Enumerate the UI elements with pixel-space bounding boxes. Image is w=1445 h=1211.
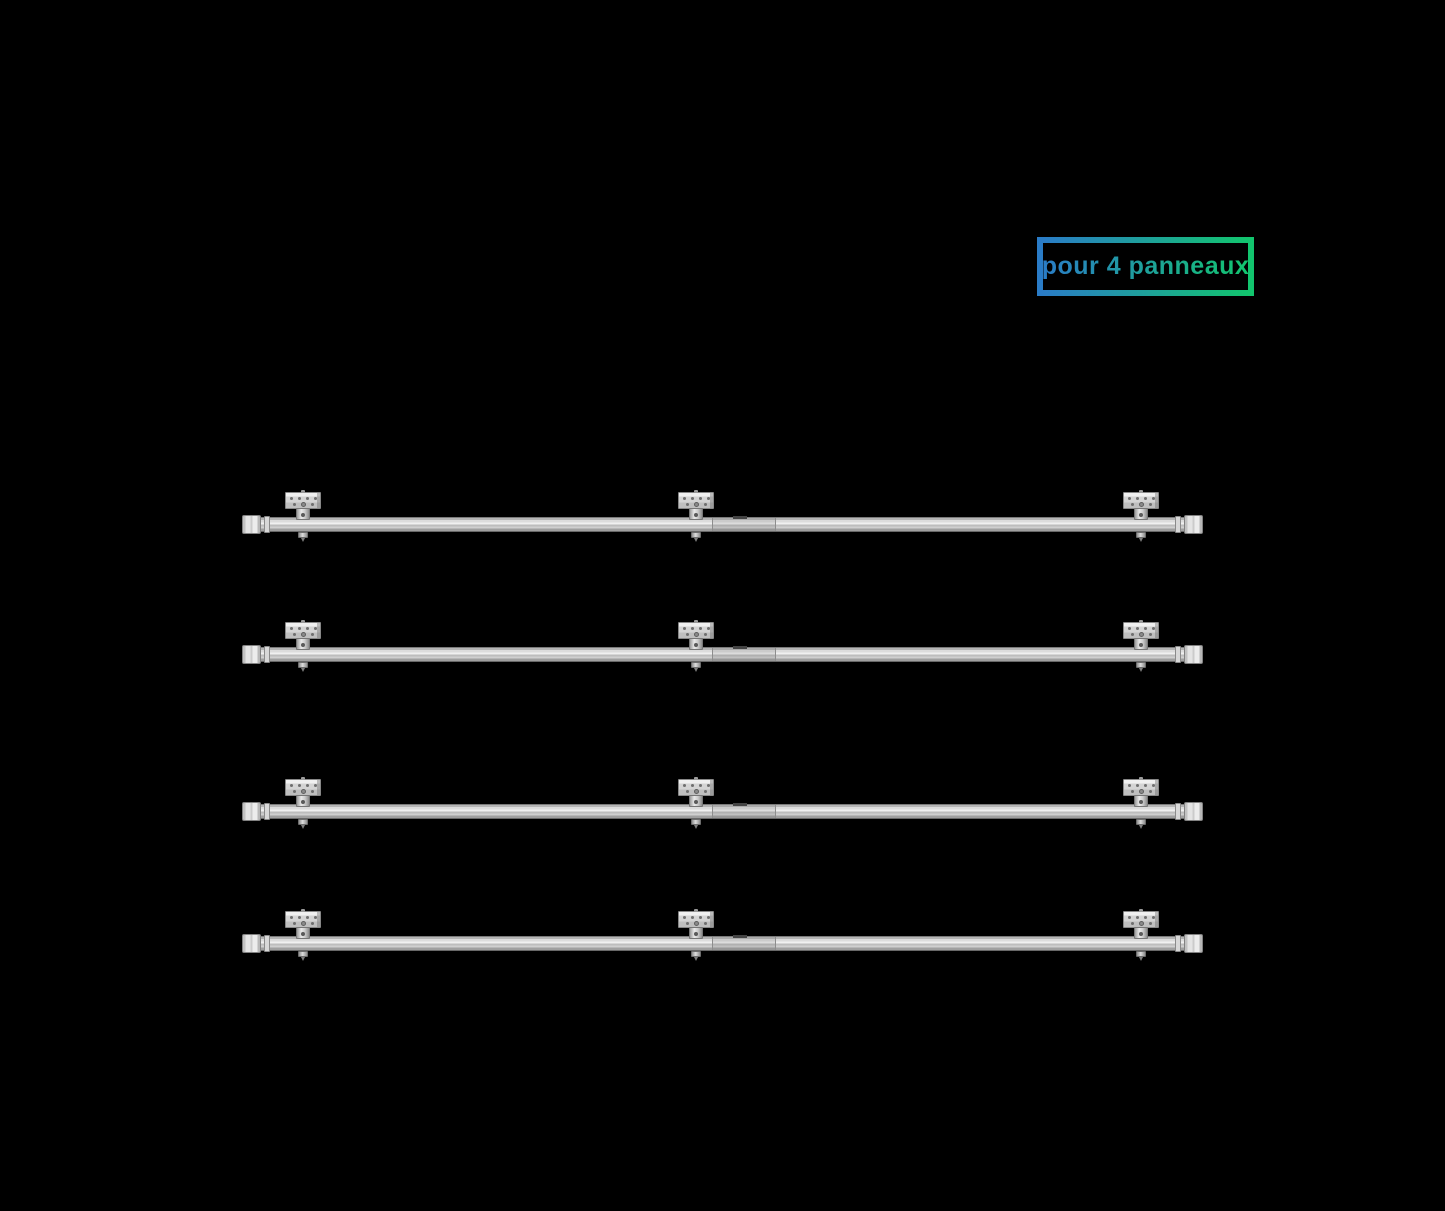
bracket-bolt — [1136, 662, 1146, 668]
bracket-center-screw — [301, 921, 306, 926]
mounting-bracket-middle — [678, 911, 714, 961]
bracket-plate — [285, 779, 321, 796]
bracket-plate — [678, 492, 714, 509]
bracket-hole — [1144, 916, 1147, 919]
bracket-plate — [678, 911, 714, 928]
mounting-bracket-right — [1123, 911, 1159, 961]
bracket-bolt — [691, 951, 701, 957]
bracket-clamp — [296, 927, 310, 939]
bracket-clamp — [689, 795, 703, 807]
bracket-center-screw — [1139, 502, 1144, 507]
rail-connector-ring-right — [1175, 935, 1181, 952]
rail-end-cap-right — [1184, 515, 1203, 534]
rail-connector-ring-right — [1175, 803, 1181, 820]
bracket-hole — [298, 916, 301, 919]
bracket-hole — [298, 627, 301, 630]
bracket-hole — [314, 497, 317, 500]
rail-end-cap-left — [242, 515, 261, 534]
bracket-plate — [1123, 622, 1159, 639]
panel-count-badge-label: pour 4 panneaux — [1041, 252, 1250, 280]
rail-connector-ring-left — [264, 935, 270, 952]
mounting-bracket-left — [285, 911, 321, 961]
bracket-clamp — [689, 638, 703, 650]
mounting-bracket-left — [285, 779, 321, 829]
bracket-hole — [314, 916, 317, 919]
bracket-hole — [290, 627, 293, 630]
bracket-bolt — [691, 819, 701, 825]
bracket-hole — [699, 784, 702, 787]
bracket-hole — [293, 790, 296, 793]
bracket-hole — [691, 627, 694, 630]
bracket-clamp — [296, 795, 310, 807]
rail-splice-connector — [712, 648, 776, 661]
bracket-bolt — [1136, 819, 1146, 825]
bracket-bolt — [1136, 951, 1146, 957]
bracket-hole — [1149, 922, 1152, 925]
bracket-hole — [290, 784, 293, 787]
bracket-hole — [314, 784, 317, 787]
bracket-plate — [678, 622, 714, 639]
bracket-hole — [1144, 627, 1147, 630]
bracket-center-screw — [694, 789, 699, 794]
rail-splice-connector — [712, 518, 776, 531]
bracket-hole — [293, 503, 296, 506]
mounting-bracket-right — [1123, 622, 1159, 672]
bracket-hole — [704, 503, 707, 506]
bracket-bolt — [298, 532, 308, 538]
bracket-center-screw — [301, 632, 306, 637]
bracket-hole — [1152, 916, 1155, 919]
bracket-hole — [1144, 497, 1147, 500]
rail-connector-ring-right — [1175, 646, 1181, 663]
rail-connector-ring-right — [1175, 516, 1181, 533]
bracket-hole — [311, 790, 314, 793]
bracket-hole — [686, 503, 689, 506]
bracket-hole — [1131, 922, 1134, 925]
bracket-hole — [699, 497, 702, 500]
bracket-hole — [306, 497, 309, 500]
bracket-hole — [290, 497, 293, 500]
bracket-bolt — [1136, 532, 1146, 538]
bracket-hole — [683, 916, 686, 919]
bracket-hole — [1136, 916, 1139, 919]
bracket-hole — [311, 633, 314, 636]
bracket-hole — [1131, 633, 1134, 636]
bracket-center-screw — [694, 502, 699, 507]
bracket-center-screw — [1139, 632, 1144, 637]
mounting-bracket-left — [285, 622, 321, 672]
bracket-hole — [704, 922, 707, 925]
bracket-center-screw — [1139, 789, 1144, 794]
bracket-clamp — [689, 508, 703, 520]
bracket-bolt — [298, 662, 308, 668]
bracket-center-screw — [1139, 921, 1144, 926]
mounting-bracket-right — [1123, 492, 1159, 542]
bracket-hole — [691, 784, 694, 787]
rail-end-cap-left — [242, 934, 261, 953]
bracket-center-screw — [694, 921, 699, 926]
bracket-hole — [686, 633, 689, 636]
bracket-hole — [691, 916, 694, 919]
bracket-hole — [1131, 790, 1134, 793]
bracket-plate — [285, 622, 321, 639]
bracket-hole — [1152, 784, 1155, 787]
bracket-clamp — [1134, 508, 1148, 520]
bracket-plate — [285, 492, 321, 509]
bracket-hole — [293, 922, 296, 925]
bracket-hole — [683, 784, 686, 787]
bracket-hole — [306, 627, 309, 630]
bracket-hole — [306, 784, 309, 787]
bracket-hole — [704, 633, 707, 636]
bracket-hole — [1136, 497, 1139, 500]
rail-assembly — [242, 622, 1203, 672]
rail-splice-connector — [712, 805, 776, 818]
bracket-hole — [1128, 497, 1131, 500]
bracket-hole — [293, 633, 296, 636]
mounting-bracket-middle — [678, 779, 714, 829]
bracket-plate — [1123, 779, 1159, 796]
bracket-center-screw — [694, 632, 699, 637]
mounting-bracket-middle — [678, 622, 714, 672]
mounting-bracket-right — [1123, 779, 1159, 829]
rail-connector-ring-left — [264, 516, 270, 533]
bracket-clamp — [296, 638, 310, 650]
rail-assembly — [242, 492, 1203, 542]
bracket-hole — [1128, 627, 1131, 630]
bracket-hole — [707, 627, 710, 630]
bracket-bolt — [298, 819, 308, 825]
bracket-hole — [1152, 497, 1155, 500]
bracket-plate — [1123, 911, 1159, 928]
bracket-hole — [290, 916, 293, 919]
bracket-clamp — [296, 508, 310, 520]
bracket-hole — [1128, 916, 1131, 919]
bracket-hole — [686, 922, 689, 925]
rail-splice-connector — [712, 937, 776, 950]
rail-end-cap-right — [1184, 802, 1203, 821]
rail-end-cap-right — [1184, 934, 1203, 953]
bracket-plate — [285, 911, 321, 928]
bracket-hole — [1136, 627, 1139, 630]
bracket-plate — [678, 779, 714, 796]
mounting-bracket-left — [285, 492, 321, 542]
bracket-hole — [691, 497, 694, 500]
bracket-hole — [311, 503, 314, 506]
mounting-bracket-middle — [678, 492, 714, 542]
rail-connector-ring-left — [264, 803, 270, 820]
bracket-hole — [298, 497, 301, 500]
bracket-hole — [1149, 503, 1152, 506]
bracket-plate — [1123, 492, 1159, 509]
bracket-center-screw — [301, 502, 306, 507]
bracket-hole — [306, 916, 309, 919]
rail-end-cap-left — [242, 802, 261, 821]
rail-end-cap-right — [1184, 645, 1203, 664]
bracket-bolt — [691, 662, 701, 668]
bracket-hole — [1152, 627, 1155, 630]
bracket-bolt — [298, 951, 308, 957]
bracket-hole — [699, 916, 702, 919]
bracket-clamp — [1134, 927, 1148, 939]
bracket-hole — [707, 916, 710, 919]
bracket-clamp — [689, 927, 703, 939]
bracket-hole — [1149, 633, 1152, 636]
bracket-hole — [1131, 503, 1134, 506]
bracket-hole — [707, 784, 710, 787]
bracket-center-screw — [301, 789, 306, 794]
bracket-hole — [1149, 790, 1152, 793]
rail-assembly — [242, 911, 1203, 961]
rail-assembly — [242, 779, 1203, 829]
bracket-hole — [1136, 784, 1139, 787]
bracket-hole — [298, 784, 301, 787]
bracket-bolt — [691, 532, 701, 538]
bracket-hole — [707, 497, 710, 500]
bracket-hole — [314, 627, 317, 630]
bracket-hole — [704, 790, 707, 793]
bracket-hole — [1128, 784, 1131, 787]
bracket-hole — [683, 497, 686, 500]
bracket-hole — [699, 627, 702, 630]
bracket-hole — [683, 627, 686, 630]
bracket-hole — [311, 922, 314, 925]
rail-connector-ring-left — [264, 646, 270, 663]
bracket-clamp — [1134, 795, 1148, 807]
bracket-clamp — [1134, 638, 1148, 650]
bracket-hole — [1144, 784, 1147, 787]
bracket-hole — [686, 790, 689, 793]
rail-end-cap-left — [242, 645, 261, 664]
